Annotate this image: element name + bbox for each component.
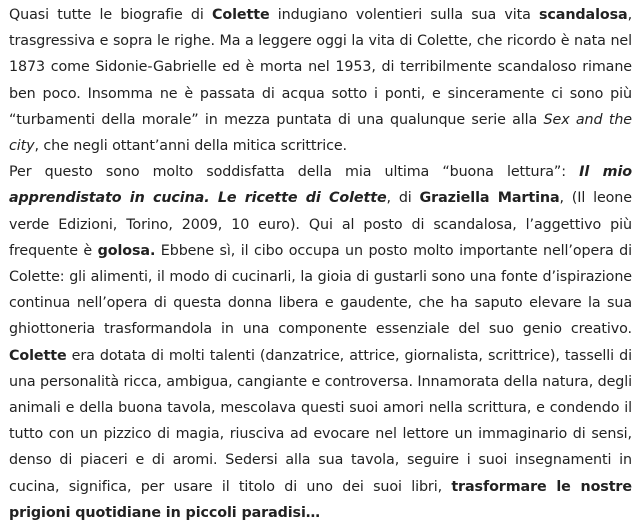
text: era dotata di molti talenti (danzatrice, attrice, giornalista, scrittrice), tasselli di una personalità ricca, ambigua, cangiante e controversa. Innamorata della natura, degli animali e della buona tavola, mescolava questi suoi amori nella scrittura, e condendo il tutto con un pizzico di magia, riusciva ad evocare nel lettore un immaginario di sensi, denso di piaceri e di aromi. Sedersi alla sua tavola, seguire i suoi insegnamenti in cucina, significa, per usare il titolo di uno dei suoi libri, [9, 347, 632, 495]
text: , che negli ottant’anni della mitica scrittrice. [34, 138, 347, 155]
sex-and-the-city-italic: Sex and the city [9, 111, 632, 155]
paragraph-review [9, 159, 632, 526]
text: , (Il leone verde Edizioni, Torino, 2009, 10 euro). Qui al posto di scandalosa, l’aggettivo più frequente è [9, 190, 632, 259]
closing-quote: trasformare le nostre prigioni quotidiane in piccoli paradisi… [9, 478, 632, 521]
text: Per questo sono molto soddisfatta della mia ultima “buona lettura”: [9, 164, 580, 181]
text: Ebbene sì, il cibo occupa un posto molto importante nell’opera di Colette: gli alimenti, il modo di cucinarli, la gioia di gustarli sono una fonte d’ispirazione continua nell’opera di questa donna libera e gaudente, che ha saputo elevare la sua ghiottoneria trasformandola in una componente essenziale del suo genio creativo. [9, 242, 632, 338]
author-name: Graziella Martina [419, 190, 560, 207]
colette-bold: Colette [211, 7, 270, 23]
paragraph-intro [9, 2, 632, 159]
text: indugiano volentieri sulla sua vita [269, 7, 539, 23]
colette-bold: Colette [9, 347, 67, 364]
text: , di [386, 190, 420, 207]
text: Quasi tutte le biografie di [9, 7, 212, 23]
scandalosa-bold: scandalosa [538, 7, 628, 23]
text: , trasgressiva e sopra le righe. Ma a leggere oggi la vita di Colette, che ricordo è nata nel 1873 come Sidonie-Gabrielle ed è morta nel 1953, di terribilmente scandaloso rimane ben poco. Insomma ne è passata di acqua sotto i ponti, e sinceramente ci sono più “turbamenti della morale” in mezza puntata di una qualunque serie alla [9, 7, 633, 128]
golosa-bold: golosa. [97, 242, 156, 259]
book-title: Il mio apprendistato in cucina. Le ricette di Colette [9, 164, 632, 207]
